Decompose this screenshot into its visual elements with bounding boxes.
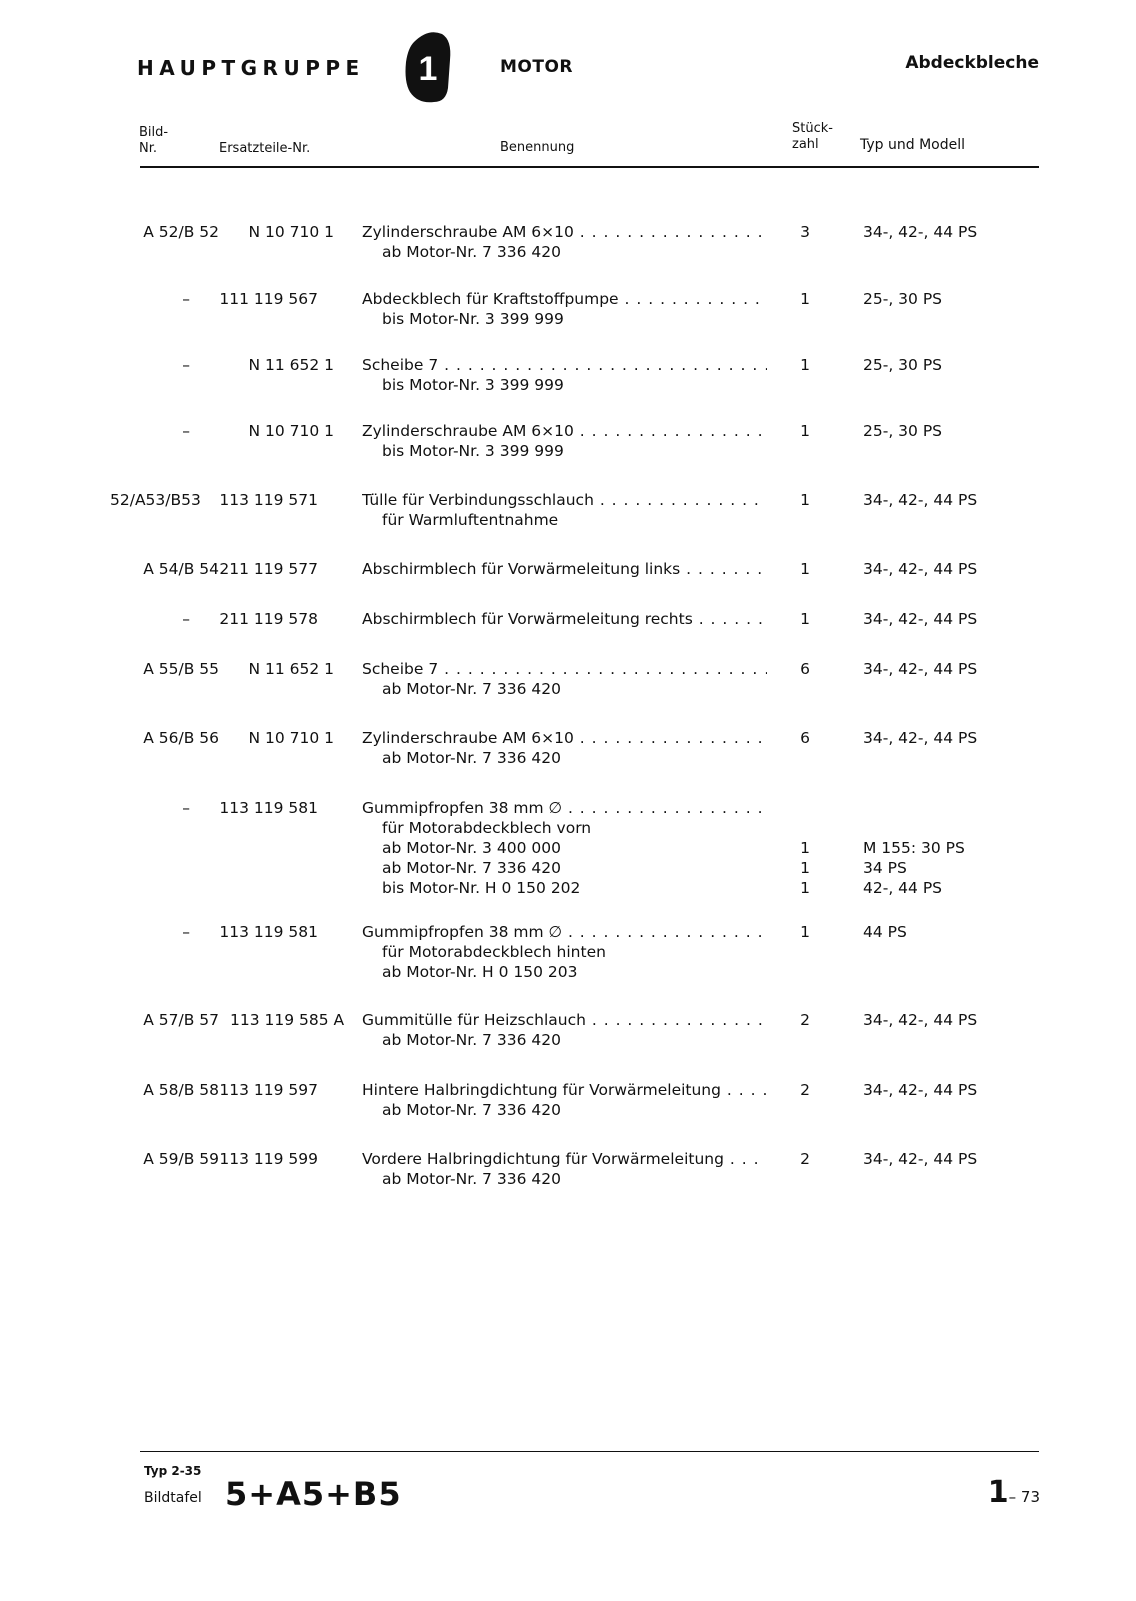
type-model: 25-, 30 PS [863, 422, 943, 440]
part-name-main: Abdeckblech für Kraftstoffpumpe . . . [362, 289, 767, 309]
part-number: 111 119 567 [219, 290, 318, 308]
bild-nr: A 54/B 54 [143, 560, 219, 578]
part-name-sub: ab Motor-Nr. 7 336 420 [382, 859, 561, 877]
type-model: 25-, 30 PS [863, 290, 943, 308]
part-name-sub: ab Motor-Nr. 7 336 420 [382, 1031, 561, 1049]
part-number: 113 119 581 [219, 799, 318, 817]
type-model: 34-, 42-, 44 PS [863, 660, 978, 678]
part-name [362, 1080, 767, 1120]
part-number: N 10 710 1 [248, 422, 334, 440]
part-name-main: Abschirmblech für Vorwärmeleitung links . . . [362, 559, 767, 579]
page-number-main: 1 [987, 1475, 1009, 1510]
quantity: 2 [800, 1081, 810, 1099]
section-title: Abdeckbleche [905, 53, 1039, 73]
quantity: 1 [800, 923, 810, 941]
part-name-sub: ab Motor-Nr. 7 336 420 [382, 1170, 561, 1188]
type-line: M 155: 30 PS [863, 839, 965, 857]
bild-nr: A 55/B 55 [143, 660, 219, 678]
group-number-badge [404, 28, 452, 104]
quantity-line: 1 [800, 879, 810, 897]
part-name-sub: ab Motor-Nr. 7 336 420 [382, 749, 561, 767]
type-model: 34-, 42-, 44 PS [863, 560, 978, 578]
quantity: 3 [800, 223, 810, 241]
part-number: 113 119 571 [219, 491, 318, 509]
quantity: 1 [800, 560, 810, 578]
bild-nr: A 59/B 59 [143, 1150, 219, 1168]
bild-nr: – [182, 290, 190, 308]
part-name [362, 1010, 767, 1050]
part-name-sub: ab Motor-Nr. 7 336 420 [382, 243, 561, 261]
bild-nr: 52/A53/B53 [110, 491, 201, 509]
quantity: 1 [800, 422, 810, 440]
type-model: 25-, 30 PS [863, 356, 943, 374]
part-name-main: Gummitülle für Heizschlauch . . . [362, 1010, 767, 1030]
part-name [362, 659, 767, 699]
part-name [362, 355, 767, 395]
part-name-main: Zylinderschraube AM 6×10 . . . [362, 222, 767, 242]
type-line [863, 818, 965, 838]
part-name-main: Scheibe 7 . . . [362, 355, 767, 375]
col-header-ersatzteile: Ersatzteile-Nr. [219, 141, 311, 156]
type-model: 34-, 42-, 44 PS [863, 1011, 978, 1029]
quantity [795, 798, 815, 898]
quantity: 1 [800, 290, 810, 308]
part-number: 211 119 577 [219, 560, 318, 578]
part-name [362, 222, 767, 262]
quantity: 1 [800, 356, 810, 374]
part-name [362, 421, 767, 461]
quantity-line: 1 [800, 839, 810, 857]
type-line: 34 PS [863, 859, 907, 877]
part-name [362, 490, 767, 530]
bild-nr: A 56/B 56 [143, 729, 219, 747]
footer-type: Typ 2-35 [144, 1464, 202, 1478]
bildtafel-label: Bildtafel [144, 1490, 202, 1506]
part-name-main: Scheibe 7 . . . [362, 659, 767, 679]
type-line: 42-, 44 PS [863, 879, 943, 897]
part-name-main: Hintere Halbringdichtung für Vorwärmeleitung . . . [362, 1080, 767, 1100]
part-number: N 10 710 1 [248, 223, 334, 241]
part-number: 113 119 581 [219, 923, 318, 941]
part-name [362, 1149, 767, 1189]
group-badge-shape [404, 28, 452, 104]
part-name-sub: bis Motor-Nr. 3 399 999 [382, 376, 564, 394]
type-model: 44 PS [863, 923, 907, 941]
group-name: MOTOR [500, 57, 574, 77]
part-number: 211 119 578 [219, 610, 318, 628]
part-name [362, 559, 767, 579]
main-group-label: HAUPTGRUPPE [137, 56, 365, 80]
quantity: 1 [800, 610, 810, 628]
quantity: 2 [800, 1150, 810, 1168]
part-name [362, 609, 767, 629]
part-name-main: Tülle für Verbindungsschlauch . . . [362, 490, 767, 510]
type-line [863, 798, 965, 818]
part-name-sub: ab Motor-Nr. 3 400 000 [382, 839, 561, 857]
quantity: 6 [800, 660, 810, 678]
part-name-sub: bis Motor-Nr. 3 399 999 [382, 310, 564, 328]
part-name-sub: für Motorabdeckblech hinten [382, 943, 606, 961]
bild-nr: – [182, 799, 190, 817]
part-number: 113 119 585 A [230, 1011, 345, 1029]
group-number: 1 [418, 50, 438, 88]
type-model: 34-, 42-, 44 PS [863, 729, 978, 747]
part-number: N 11 652 1 [248, 356, 334, 374]
part-name-sub: ab Motor-Nr. 7 336 420 [382, 1101, 561, 1119]
col-header-stueckzahl: Stück- zahl [792, 121, 833, 152]
bild-nr: A 52/B 52 [143, 223, 219, 241]
bild-nr: A 58/B 58 [143, 1081, 219, 1099]
part-number: N 10 710 1 [248, 729, 334, 747]
bildtafel-value: 5+A5+B5 [225, 1475, 402, 1513]
quantity: 6 [800, 729, 810, 747]
page-number [988, 1475, 1040, 1510]
quantity-line [795, 818, 815, 838]
part-name-main: Abschirmblech für Vorwärmeleitung rechts . . . [362, 609, 767, 629]
part-name-sub: für Motorabdeckblech vorn [382, 819, 592, 837]
bild-nr: – [182, 356, 190, 374]
bild-nr: A 57/B 57 [143, 1011, 219, 1029]
part-name-sub: bis Motor-Nr. 3 399 999 [382, 442, 564, 460]
part-name [362, 289, 767, 329]
type-model [863, 798, 965, 898]
quantity-line: 1 [800, 859, 810, 877]
bild-nr: – [182, 923, 190, 941]
part-name-main: Zylinderschraube AM 6×10 . . . [362, 421, 767, 441]
part-number: N 11 652 1 [248, 660, 334, 678]
type-model: 34-, 42-, 44 PS [863, 1150, 978, 1168]
part-name-main: Gummipfropfen 38 mm ∅ . . . [362, 798, 767, 818]
page-number-sub: – 73 [1008, 1488, 1040, 1506]
type-model: 34-, 42-, 44 PS [863, 223, 978, 241]
type-model: 34-, 42-, 44 PS [863, 1081, 978, 1099]
part-name [362, 922, 767, 982]
bild-nr: – [182, 422, 190, 440]
part-name [362, 728, 767, 768]
part-name-main: Zylinderschraube AM 6×10 . . . [362, 728, 767, 748]
quantity-line [795, 798, 815, 818]
footer-rule [140, 1451, 1039, 1452]
part-number: 113 119 597 [219, 1081, 318, 1099]
part-name-sub: ab Motor-Nr. 7 336 420 [382, 680, 561, 698]
quantity: 2 [800, 1011, 810, 1029]
col-header-bild: Bild- Nr. [139, 125, 169, 156]
part-number: 113 119 599 [219, 1150, 318, 1168]
part-name-sub: bis Motor-Nr. H 0 150 202 [382, 879, 581, 897]
part-name-sub: ab Motor-Nr. H 0 150 203 [382, 963, 578, 981]
col-header-typ: Typ und Modell [860, 137, 965, 153]
part-name-main: Vordere Halbringdichtung für Vorwärmeleitung . . . [362, 1149, 767, 1169]
part-name [362, 798, 767, 898]
quantity: 1 [800, 491, 810, 509]
header-rule [140, 166, 1039, 168]
bild-nr: – [182, 610, 190, 628]
part-name-main: Gummipfropfen 38 mm ∅ . . . [362, 922, 767, 942]
type-model: 34-, 42-, 44 PS [863, 610, 978, 628]
col-header-benennung: Benennung [500, 140, 575, 155]
type-model: 34-, 42-, 44 PS [863, 491, 978, 509]
part-name-sub: für Warmluftentnahme [382, 511, 559, 529]
